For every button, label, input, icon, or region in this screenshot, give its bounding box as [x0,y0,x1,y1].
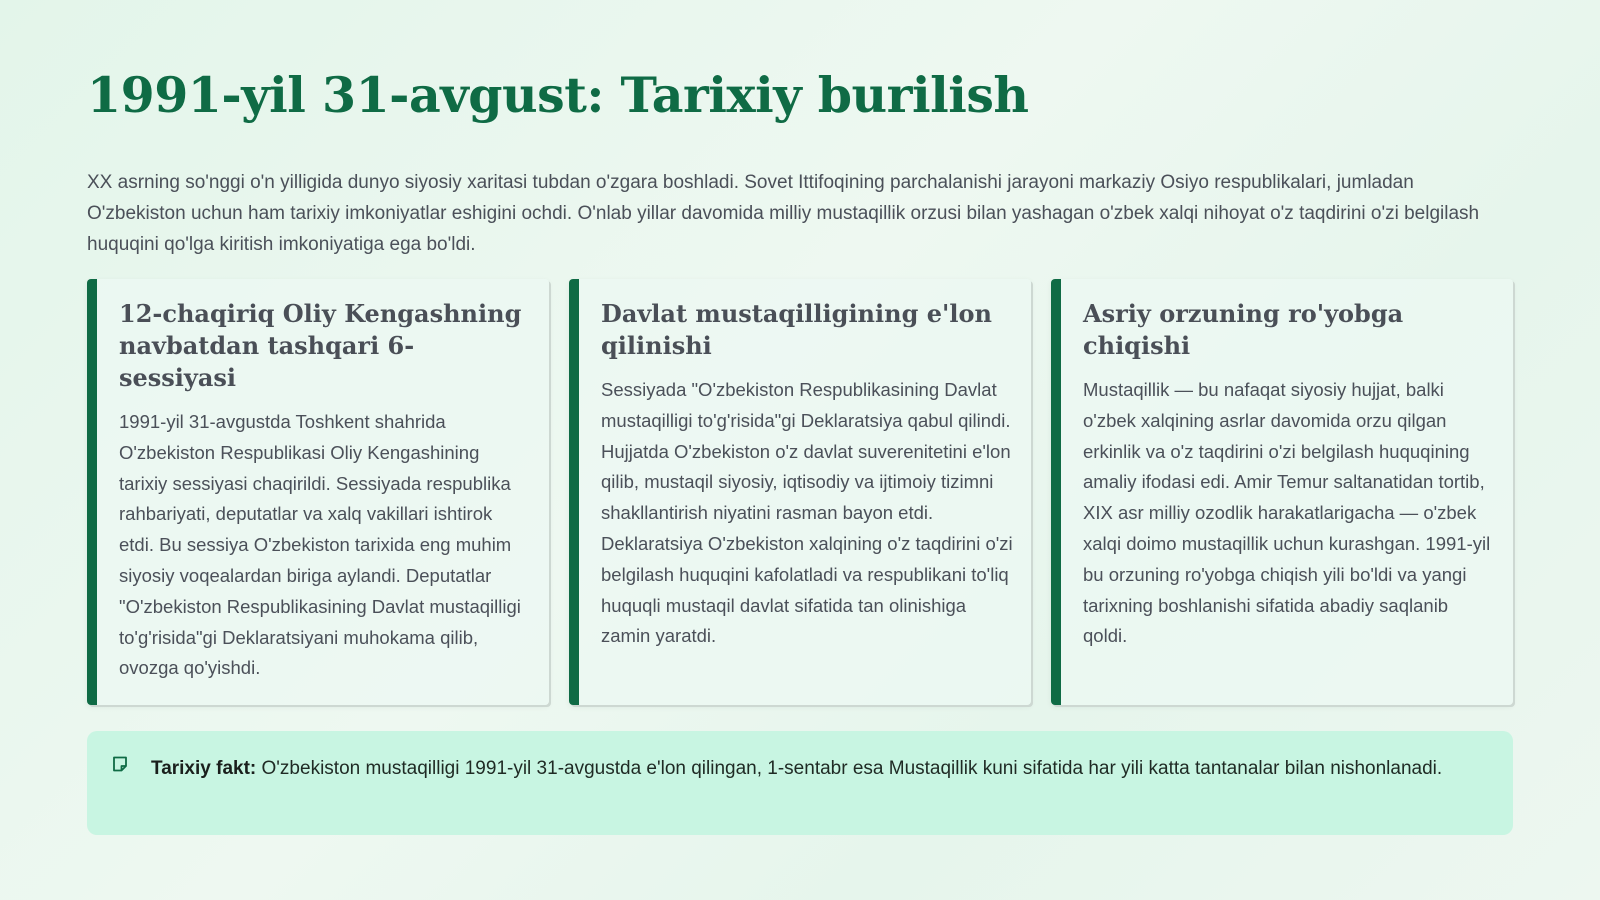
fact-label: Tarixiy fakt: [151,758,257,779]
card-text: Mustaqillik — bu nafaqat siyosiy hujjat, balki o'zbek xalqining asrlar davomida orzu qilgan erkinlik va o'z taqdirini o'zi belgilash huquqining amaliy ifodasi edi. Amir Temur saltanatidan tortib, XIX asr milliy ozodlik harakatlarigacha — o'zbek xalqi doimo mustaqillik uchun kurashgan. 1991-yil bu orzuning ro'yobga chiqish yili bo'ldi va yangi tarixning boshlanishi sifatida abadiy saqlanib qoldi. [1083,379,1491,647]
page-title: 1991-yil 31-avgust: Tarixiy burilish [87,66,1029,124]
fact-text [151,753,1473,784]
card-title: Asriy orzuning ro'yobga chiqishi [1083,299,1404,360]
card-text: Sessiyada "O'zbekiston Respublikasining Davlat mustaqilligi to'g'risida"gi Deklaratsiya qabul qilindi. Hujjatda O'zbekiston o'z davlat suverenitetini e'lon qilib, mustaqil siyosiy, iqtisodiy va ijtimoiy tizimni shakllantirish niyatini rasman bayon etdi. Deklaratsiya O'zbekiston xalqining o'z taqdirini o'zi belgilash huquqini kafolatladi va respublikani to'liq huquqli mustaqil davlat sifatida tan olinishiga zamin yaratdi. [601,379,1013,647]
card-title: 12-chaqiriq Oliy Kengashning navbatdan tashqari 6-sessiyasi [119,299,522,392]
historical-fact-callout [87,731,1513,835]
card-text: 1991-yil 31-avgustda Toshkent shahrida O'zbekiston Respublikasi Oliy Kengashining tarixiy sessiyasi chaqirildi. Sessiyada respublika rahbariyati, deputatlar va xalq vakillari ishtirok etdi. Bu sessiya O'zbekiston tarixida eng muhim siyosiy voqealardan biriga aylandi. Deputatlar "O'zbekiston Respublikasining Davlat mustaqilligi to'g'risida"gi Deklaratsiyani muhokama qilib, ovozga qo'yishdi. [119,411,521,679]
card-oliy-kengash-session [87,279,549,705]
fact-body: O'zbekiston mustaqilligi 1991-yil 31-avgustda e'lon qilingan, 1-sentabr esa Mustaqillik kuni sifatida har yili katta tantanalar bilan nishonlanadi. [256,758,1443,779]
note-icon [111,755,129,773]
card-title: Davlat mustaqilligining e'lon qilinishi [601,299,992,360]
card-age-old-dream [1051,279,1513,705]
card-independence-declaration [569,279,1031,705]
cards-row [87,279,1513,705]
slide [87,0,1513,900]
intro-paragraph: XX asrning so'nggi o'n yilligida dunyo siyosiy xaritasi tubdan o'zgara boshladi. Sovet Ittifoqining parchalanishi jarayoni markaziy Osiyo respublikalari, jumladan O'zbekiston uchun ham tarixiy imkoniyatlar eshigini ochdi. O'nlab yillar davomida milliy mustaqillik orzusi bilan yashagan o'zbek xalqi nihoyat o'z taqdirini o'zi belgilash huquqini qo'lga kiritish imkoniyatiga ega bo'ldi. [87,172,1480,255]
